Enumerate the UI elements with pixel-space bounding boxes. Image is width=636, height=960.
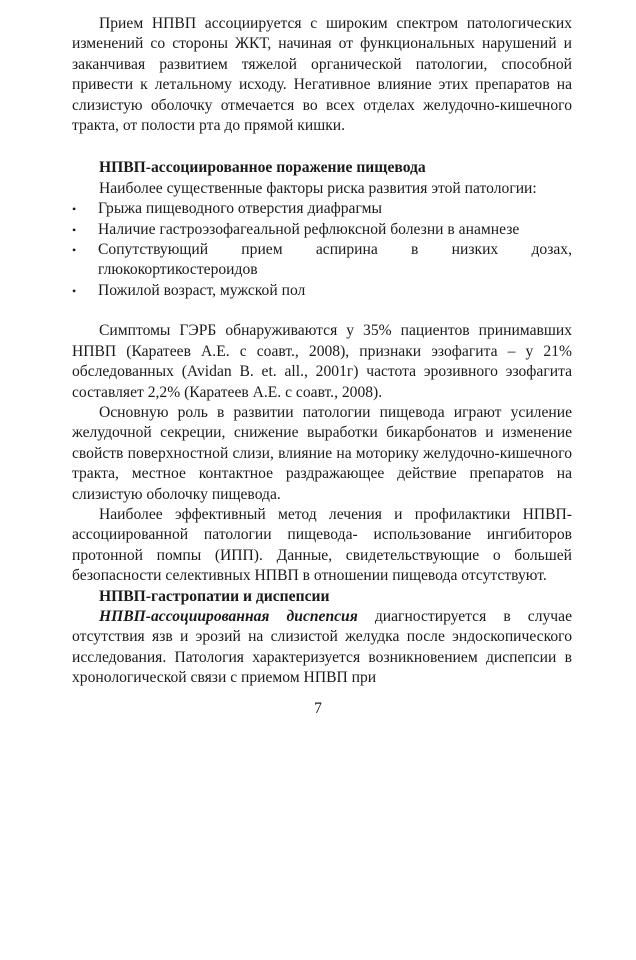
paragraph-symptoms: Симптомы ГЭРБ обнаруживаются у 35% пациентов принимавших НПВП (Каратеев А.Е. с соавт., 2008), признаки эзофагита – у 21% обследованных (Avidan B. et. all., 2001г) частота эрозивного эзофагита составляет 2,2% (Каратеев А.Е. с соавт., 2008).: [72, 322, 572, 401]
paragraph-risk-intro: Наиболее существенные факторы риска развития этой патологии:: [99, 179, 537, 197]
dyspepsia-term: НПВП-ассоциированная диспепсия: [99, 607, 358, 625]
bullet-icon: •: [72, 283, 77, 298]
paragraph-treatment: Наиболее эффективный метод лечения и профилактики НПВП-ассоциированной патологии пищевода- использование ингибиторов протонной помпы (ИПП). Данные, свидетельствующие о большей безопасности селективных НПВП в отношении пищевода отсутствуют.: [72, 505, 572, 585]
list-item-text: Сопутствующий прием аспирина в низких дозах, глюкокортикостероидов: [98, 241, 572, 279]
dyspepsia-text: диагностируется в случае отсутствия язв и эрозий на слизистой желудка после эндоскопического исследования. Патология характеризуется возникновением диспепсии в хронологической связи с приемом НПВП при: [72, 607, 572, 687]
paragraph-dyspepsia: [72, 607, 572, 689]
page-number: 7: [314, 700, 322, 717]
risk-factor-list: [72, 199, 572, 301]
spacer: [72, 136, 572, 158]
paragraph-main-role: Основную роль в развитии патологии пищевода играют усиление желудочной секреции, снижение выработки бикарбонатов и изменение свойств поверхностной слизи, влияние на моторику желудочно-кишечного тракта, местное контактное раздражающее действие препаратов на слизистую оболочку пищевода.: [72, 403, 572, 503]
heading-gastropathy: НПВП-гастропатии и диспепсии: [99, 587, 330, 605]
list-item: [72, 240, 572, 281]
heading-esophagus: НПВП-ассоциированное поражение пищевода: [99, 159, 426, 177]
list-item: [72, 199, 572, 219]
list-item-text: Пожилой возраст, мужской пол: [98, 281, 306, 299]
list-item: [72, 220, 572, 240]
body-text: [72, 14, 572, 689]
list-item-text: Грыжа пищеводного отверстия диафрагмы: [98, 200, 383, 218]
bullet-icon: •: [72, 222, 77, 237]
paragraph-intro: Прием НПВП ассоциируется с широким спектром патологических изменений со стороны ЖКТ, начиная от функциональных нарушений и заканчивая развитием тяжелой органической патологии, способной привести к летальному исходу. Негативное влияние этих препаратов на слизистую оболочку отмечается во всех отделах желудочно-кишечного тракта, от полости рта до прямой кишки.: [72, 15, 572, 135]
list-item-text: Наличие гастроэзофагеальной рефлюксной болезни в анамнезе: [98, 220, 520, 238]
bullet-icon: •: [72, 202, 77, 217]
bullet-icon: •: [72, 243, 77, 258]
list-item: [72, 281, 572, 301]
spacer: [72, 301, 572, 321]
